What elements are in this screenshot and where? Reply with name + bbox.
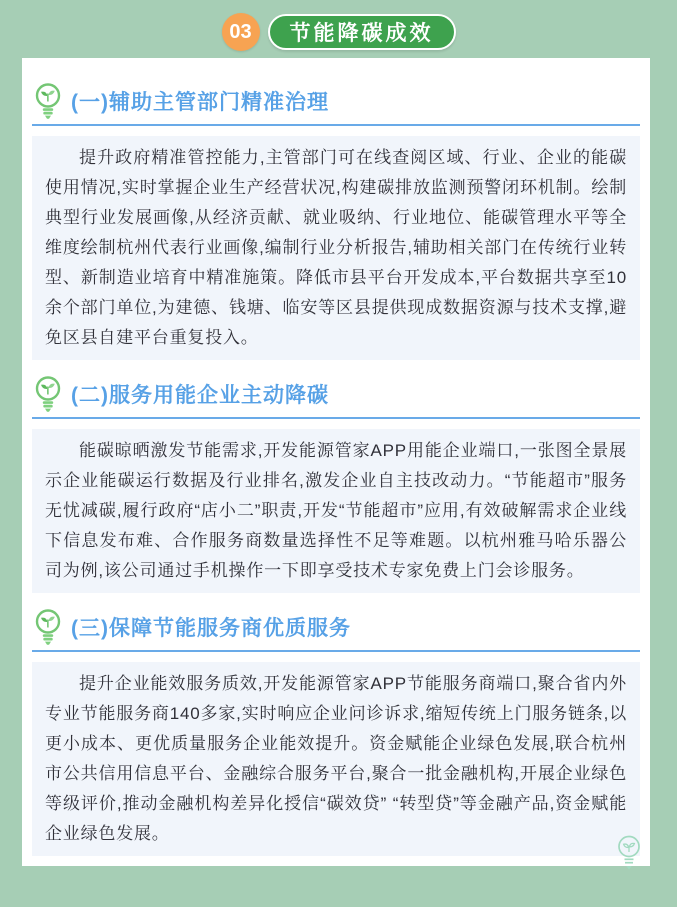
section-2-title: (二)服务用能企业主动降碳 bbox=[71, 384, 329, 407]
section-2-panel bbox=[32, 429, 640, 593]
section-3-header bbox=[32, 608, 640, 652]
section-number-badge: 03 bbox=[222, 13, 260, 51]
section-1-paragraph: 提升政府精准管控能力,主管部门可在线查阅区域、行业、企业的能碳使用情况,实时掌握企业生产经营状况,构建碳排放监测预警闭环机制。绘制典型行业发展画像,从经济贡献、就业吸纳、行业地位、能碳管理水平等全维度绘制杭州代表行业画像,编制行业分析报告,辅助相关部门在传统行业转型、新制造业培育中精准施策。降低市县平台开发成本,平台数据共享至10余个部门单位,为建德、钱塘、临安等区县提供现成数据资源与技术支撑,避免区县自建平台重复投入。 bbox=[45, 148, 627, 347]
page-title: 节能降碳成效 bbox=[268, 14, 456, 50]
section-1-header bbox=[32, 82, 640, 126]
section-3-title: (三)保障节能服务商优质服务 bbox=[71, 617, 351, 640]
leaf-bulb-icon bbox=[32, 375, 64, 413]
leaf-bulb-outline-icon bbox=[614, 834, 644, 872]
leaf-bulb-icon bbox=[32, 82, 64, 120]
section-2-paragraph: 能碳晾晒激发节能需求,开发能源管家APP用能企业端口,一张图全景展示企业能碳运行数据及行业排名,激发企业自主技改动力。“节能超市”服务无忧减碳,履行政府“店小二”职责,开发“节能超市”应用,有效破解需求企业线下信息发布难、合作服务商数量选择性不足等难题。以杭州雅马哈乐器公司为例,该公司通过手机操作一下即享受技术专家免费上门会诊服务。 bbox=[45, 441, 627, 580]
section-1-panel bbox=[32, 136, 640, 360]
leaf-bulb-icon bbox=[32, 608, 64, 646]
section-3-paragraph: 提升企业能效服务质效,开发能源管家APP节能服务商端口,聚合省内外专业节能服务商140多家,实时响应企业问诊诉求,缩短传统上门服务链条,以更小成本、更优质量服务企业能效提升。资金赋能企业绿色发展,联合杭州市公共信用信息平台、金融综合服务平台,聚合一批金融机构,开展企业绿色等级评价,推动金融机构差异化授信“碳效贷” “转型贷”等金融产品,资金赋能企业绿色发展。 bbox=[45, 674, 627, 843]
page-header bbox=[0, 13, 677, 51]
section-1 bbox=[32, 82, 640, 360]
section-2 bbox=[32, 375, 640, 593]
section-2-header bbox=[32, 375, 640, 419]
content-card bbox=[22, 58, 650, 866]
section-1-title: (一)辅助主管部门精准治理 bbox=[71, 91, 329, 114]
section-3 bbox=[32, 608, 640, 856]
section-3-panel bbox=[32, 662, 640, 856]
